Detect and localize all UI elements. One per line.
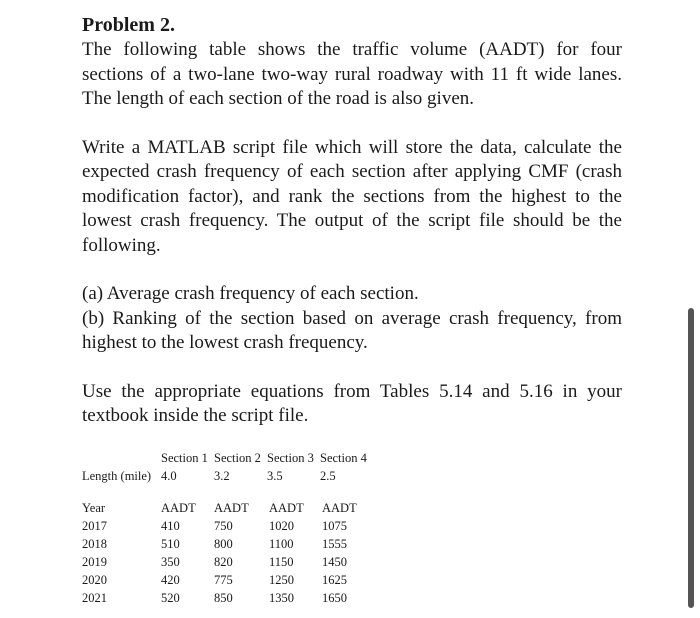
aadt-cell: 1020 xyxy=(269,519,294,533)
section-header: Section 2 xyxy=(214,451,261,465)
length-label: Length (mile) xyxy=(82,469,152,483)
length-value: 2.5 xyxy=(320,469,336,483)
section-header: Section 3 xyxy=(267,451,314,465)
year-cell: 2017 xyxy=(82,519,107,533)
year-cell: 2020 xyxy=(82,573,107,587)
equations-paragraph: Use the appropriate equations from Tables 5.14 and 5.16 in your textbook inside the script file. xyxy=(82,380,622,426)
aadt-cell: 1650 xyxy=(322,591,347,605)
year-cell: 2021 xyxy=(82,591,107,605)
aadt-cell: 750 xyxy=(214,519,233,533)
section-header: Section 4 xyxy=(320,451,367,465)
aadt-cell: 1555 xyxy=(322,537,347,551)
aadt-cell: 510 xyxy=(161,537,180,551)
aadt-cell: 1250 xyxy=(269,573,294,587)
vertical-scrollbar[interactable] xyxy=(688,308,694,608)
task-paragraph: Write a MATLAB script file which will store the data, calculate the expected crash frequency of each section after applying CMF (crash modification factor), and rank the sections from the highest to the lowest crash frequency. The output of the script file should be the following. xyxy=(82,136,622,256)
aadt-cell: 1075 xyxy=(322,519,347,533)
problem-text xyxy=(82,12,622,429)
output-list xyxy=(82,282,622,356)
aadt-header: AADT xyxy=(269,501,304,515)
length-value: 3.2 xyxy=(214,469,230,483)
aadt-cell: 1150 xyxy=(269,555,294,569)
aadt-cell: 520 xyxy=(161,591,180,605)
output-item-b: (b) Ranking of the section based on average crash frequency, from highest to the lowest crash frequency. xyxy=(82,307,622,353)
length-value: 3.5 xyxy=(267,469,283,483)
year-cell: 2019 xyxy=(82,555,107,569)
aadt-cell: 850 xyxy=(214,591,233,605)
intro-paragraph: The following table shows the traffic volume (AADT) for four sections of a two-lane two-way rural roadway with 11 ft wide lanes. The length of each section of the road is also given. xyxy=(82,39,622,109)
aadt-cell: 1450 xyxy=(322,555,347,569)
aadt-cell: 420 xyxy=(161,573,180,587)
aadt-cell: 820 xyxy=(214,555,233,569)
problem-title: Problem 2. xyxy=(82,14,175,36)
aadt-header: AADT xyxy=(161,501,196,515)
output-item-a: (a) Average crash frequency of each section. xyxy=(82,283,419,304)
aadt-cell: 775 xyxy=(214,573,233,587)
aadt-cell: 1350 xyxy=(269,591,294,605)
aadt-header: AADT xyxy=(214,501,249,515)
aadt-cell: 1625 xyxy=(322,573,347,587)
year-cell: 2018 xyxy=(82,537,107,551)
section-header: Section 1 xyxy=(161,451,208,465)
aadt-cell: 1100 xyxy=(269,537,294,551)
year-label: Year xyxy=(82,501,106,515)
aadt-cell: 800 xyxy=(214,537,233,551)
aadt-cell: 410 xyxy=(161,519,180,533)
length-value: 4.0 xyxy=(161,469,177,483)
aadt-cell: 350 xyxy=(161,555,180,569)
aadt-header: AADT xyxy=(322,501,357,515)
